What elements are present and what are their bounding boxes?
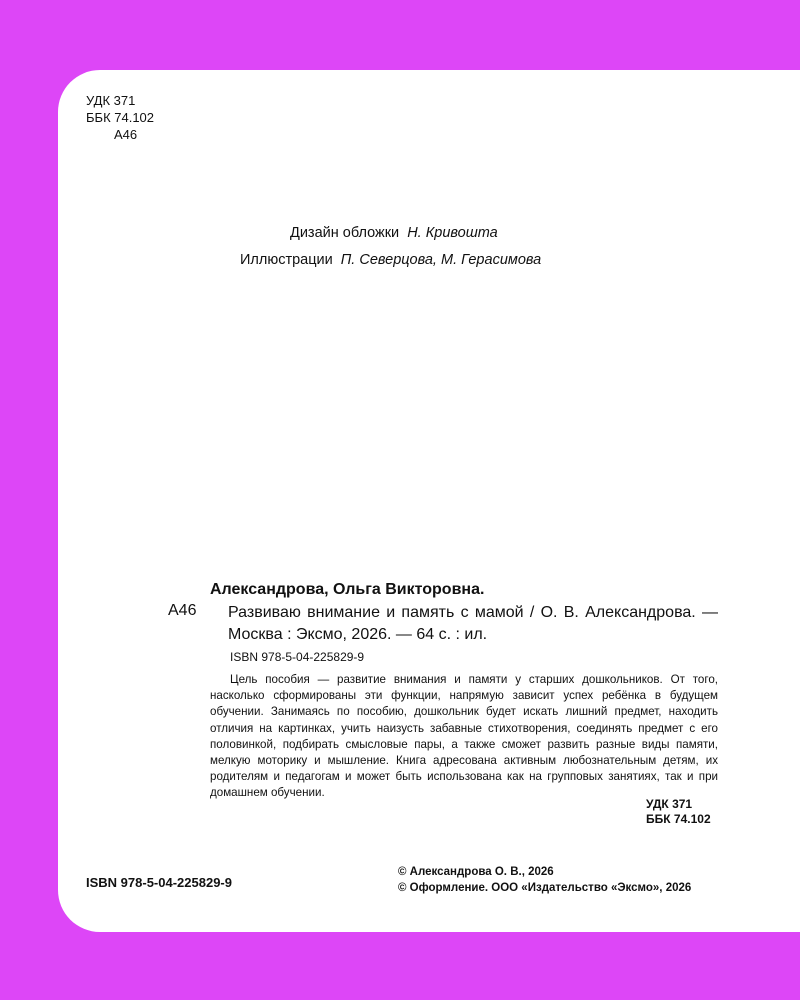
illustrations-role: Иллюстрации xyxy=(240,252,333,268)
cover-role: Дизайн обложки xyxy=(290,225,400,241)
classification-block-bottom xyxy=(646,797,711,827)
footer-isbn: ISBN 978-5-04-225829-9 xyxy=(86,875,232,890)
page xyxy=(58,70,800,932)
catalog-title: Развиваю внимание и память с мамой / О. В. Александрова. — Москва : Эксмо, 2026. — 64 с. : ил. xyxy=(228,604,718,643)
catalog-isbn: ISBN 978-5-04-225829-9 xyxy=(230,650,365,664)
udk-code-bottom: УДК 371 xyxy=(646,797,693,811)
classification-block-top xyxy=(86,92,154,143)
cover-credit xyxy=(240,220,541,247)
credits-block xyxy=(240,220,541,274)
catalog-code: А46 xyxy=(168,602,197,619)
copyright-design: © Оформление. ООО «Издательство «Эксмо», 2026 xyxy=(398,882,692,894)
cover-designer: Н. Кривошта xyxy=(407,225,498,241)
copyright-author: © Александрова О. В., 2026 xyxy=(398,866,554,878)
illustrations-credit xyxy=(240,247,541,274)
bbk-code-bottom: ББК 74.102 xyxy=(646,812,711,826)
copyright-block xyxy=(398,864,691,896)
bbk-code: ББК 74.102 xyxy=(86,110,155,125)
illustrators: П. Северцова, М. Герасимова xyxy=(340,252,542,268)
udk-code: УДК 371 xyxy=(86,93,136,108)
catalog-author: Александрова, Ольга Викторовна. xyxy=(210,581,485,598)
annotation: Цель пособия — развитие внимания и памяти у старших дошкольников. От того, насколько сформированы эти функции, напрямую зависит успех ребёнка в будущем обучении. Занимаясь по пособию, дошкольник будет искать лишний предмет, находить отличия на картинках, учить наизусть забавные стихотворения, соединять предмет с его половинкой, подбирать смысловые пары, а также сможет развить разные виды памяти, мелкую моторику и мышление. Книга адресована активным любознательным детям, их родителям и педагогам и может быть использована как на групповых занятиях, так и при домашнем обучении. xyxy=(210,673,718,800)
author-mark: А46 xyxy=(114,127,138,142)
